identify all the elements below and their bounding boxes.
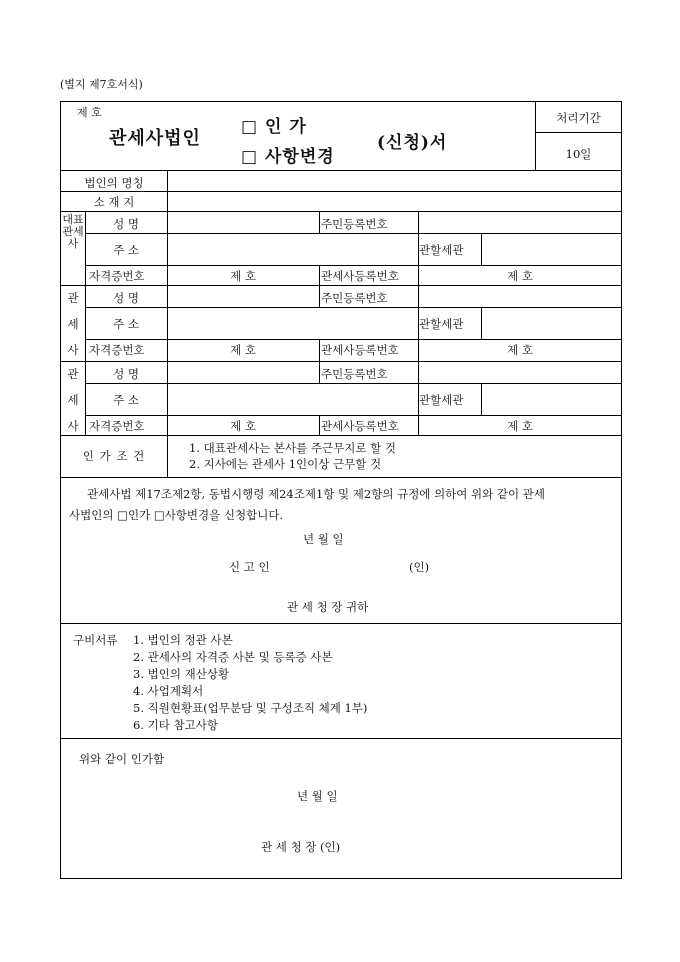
representative-side-label: 대표관세사: [62, 213, 84, 250]
corp-address-label: 소 재 지: [93, 195, 135, 209]
rep-customs-office-label: 관할세관: [419, 243, 464, 257]
approval-statement: 위와 같이 인가함: [79, 752, 165, 766]
conditions-label: 인 가 조 건: [82, 449, 146, 463]
applicant-label: 신 고 인: [229, 560, 270, 574]
option-approval-checkbox[interactable]: □ 인 가: [241, 117, 307, 137]
rep-cert-no-value[interactable]: 제 호: [230, 269, 256, 283]
member1-reg-no-label: 관세사등록번호: [321, 343, 399, 357]
option-change-checkbox[interactable]: □ 사항변경: [241, 147, 335, 167]
required-documents-label: 구비서류: [73, 633, 118, 647]
member2-side-char3: 사: [67, 419, 79, 433]
rep-cert-no-label: 자격증번호: [89, 269, 145, 283]
required-document-item: 4. 사업계획서: [133, 684, 204, 698]
member1-cert-no-label: 자격증번호: [89, 343, 145, 357]
member1-side-char2: 세: [67, 317, 79, 331]
member1-address-label: 주 소: [113, 317, 139, 331]
form-title-suffix: (신청)서: [377, 133, 448, 153]
processing-period-value: 10일: [565, 147, 592, 161]
application-statement-line2: 사법인의 □인가 □사항변경을 신청합니다.: [69, 508, 284, 522]
member2-side-char2: 세: [67, 393, 79, 407]
required-document-item: 2. 관세사의 자격증 사본 및 등록증 사본: [133, 650, 333, 664]
required-document-item: 1. 법인의 정관 사본: [133, 633, 233, 647]
rep-name-label: 성 명: [113, 217, 139, 231]
rep-address-label: 주 소: [113, 243, 139, 257]
rep-reg-no-value[interactable]: 제 호: [507, 269, 533, 283]
rep-resident-no-label: 주민등록번호: [321, 217, 388, 231]
form-title-corporation: 관세사법인: [109, 128, 201, 149]
member1-side-char1: 관: [67, 291, 79, 305]
approval-signer: 관 세 청 장 (인): [261, 840, 341, 854]
member2-customs-office-label: 관할세관: [419, 393, 464, 407]
applicant-seal[interactable]: (인): [409, 560, 430, 574]
member2-reg-no-label: 관세사등록번호: [321, 419, 399, 433]
document-number[interactable]: 제 호: [77, 106, 102, 119]
application-date[interactable]: 년 월 일: [303, 532, 344, 546]
form-number-label: (별지 제7호서식): [60, 78, 143, 91]
processing-period-label: 처리기간: [556, 111, 601, 125]
member2-cert-no-value[interactable]: 제 호: [230, 419, 256, 433]
member1-cert-no-value[interactable]: 제 호: [230, 343, 256, 357]
required-document-item: 5. 직원현황표(업무분담 및 구성조직 체계 1부): [133, 701, 368, 715]
member2-name-label: 성 명: [113, 367, 139, 381]
member2-resident-no-label: 주민등록번호: [321, 367, 388, 381]
condition-item: 1. 대표관세사는 본사를 주근무지로 할 것: [189, 441, 396, 455]
rep-reg-no-label: 관세사등록번호: [321, 269, 399, 283]
application-statement-line1: 관세사법 제17조제2항, 동법시행령 제24조제1항 및 제2항의 규정에 의하여 위와 같이 관세: [87, 487, 546, 501]
member1-side-char3: 사: [67, 343, 79, 357]
addressee: 관 세 청 장 귀하: [287, 600, 369, 614]
corp-name-label: 법인의 명칭: [84, 176, 144, 190]
application-form: [60, 101, 622, 879]
member2-cert-no-label: 자격증번호: [89, 419, 145, 433]
required-document-item: 6. 기타 참고사항: [133, 718, 218, 732]
member2-address-label: 주 소: [113, 393, 139, 407]
member1-resident-no-label: 주민등록번호: [321, 291, 388, 305]
member1-reg-no-value[interactable]: 제 호: [507, 343, 533, 357]
approval-date[interactable]: 년 월 일: [297, 789, 338, 803]
required-document-item: 3. 법인의 재산상황: [133, 667, 230, 681]
condition-item: 2. 지사에는 관세사 1인이상 근무할 것: [189, 457, 382, 471]
member2-side-char1: 관: [67, 367, 79, 381]
member1-customs-office-label: 관할세관: [419, 317, 464, 331]
member2-reg-no-value[interactable]: 제 호: [507, 419, 533, 433]
member1-name-label: 성 명: [113, 291, 139, 305]
